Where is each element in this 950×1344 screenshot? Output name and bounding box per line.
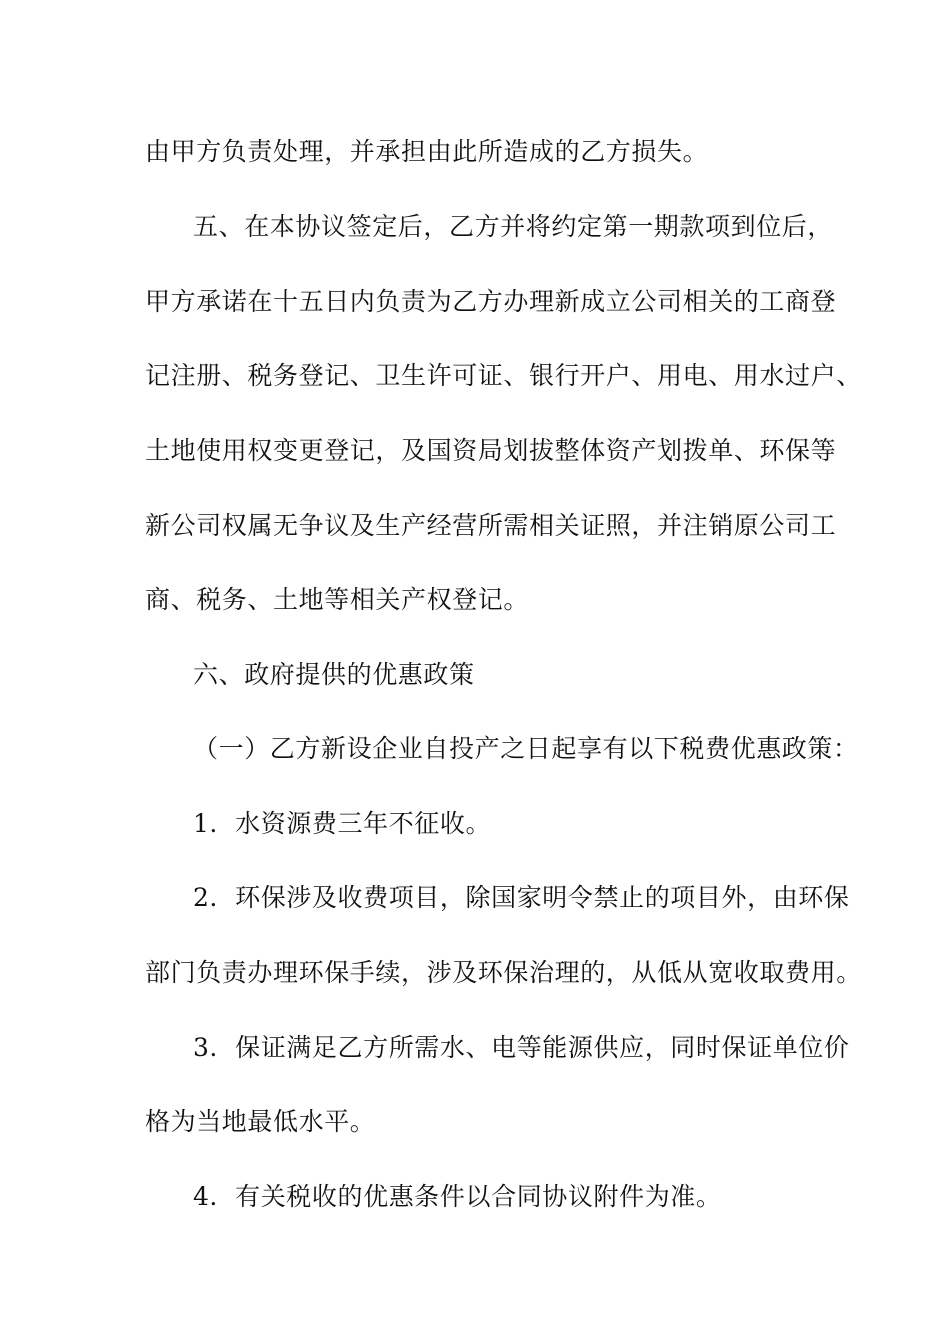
clause-five-line-2: 甲方承诺在十五日内负责为乙方办理新成立公司相关的工商登 — [145, 287, 837, 316]
paragraph-line-1: 由甲方负责处理，并承担由此所造成的乙方损失。 — [145, 137, 709, 166]
clause-five-line-1: 五、在本协议签定后，乙方并将约定第一期款项到位后， — [193, 212, 834, 241]
policy-item-3-line-2: 格为当地最低水平。 — [145, 1107, 376, 1136]
section-six-heading: 六、政府提供的优惠政策 — [193, 660, 475, 689]
clause-five-line-5: 新公司权属无争议及生产经营所需相关证照，并注销原公司工 — [145, 511, 837, 540]
clause-five-line-4: 土地使用权变更登记，及国资局划拔整体资产划拨单、环保等 — [145, 436, 837, 465]
subsection-one-heading: （一）乙方新设企业自投产之日起享有以下税费优惠政策： — [193, 734, 859, 763]
policy-item-4: 4．有关税收的优惠条件以合同协议附件为准。 — [193, 1182, 722, 1211]
policy-item-3-line-1: 3．保证满足乙方所需水、电等能源供应，同时保证单位价 — [193, 1033, 850, 1062]
policy-item-1: 1．水资源费三年不征收。 — [193, 809, 492, 838]
policy-item-2-line-1: 2．环保涉及收费项目，除国家明令禁止的项目外，由环保 — [193, 883, 850, 912]
clause-five-line-6: 商、税务、土地等相关产权登记。 — [145, 585, 530, 614]
clause-five-line-3: 记注册、税务登记、卫生许可证、银行开户、用电、用水过户、 — [145, 361, 862, 390]
policy-item-2-line-2: 部门负责办理环保手续，涉及环保治理的，从低从宽收取费用。 — [145, 958, 862, 987]
